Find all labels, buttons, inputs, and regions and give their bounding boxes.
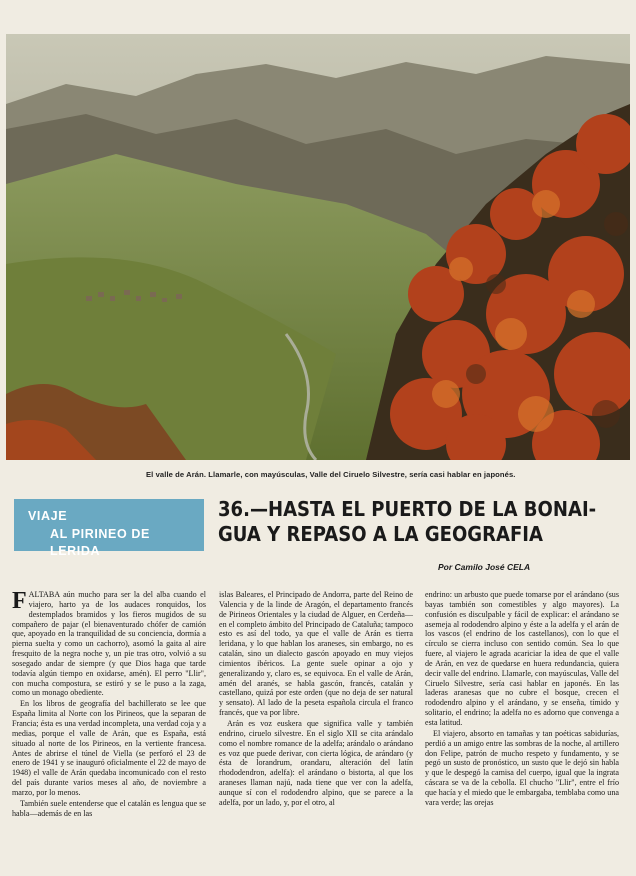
- paragraph: En los libros de geografía del bachillerato se lee que España limita al Norte con los Pirineos, que la separan de Francia; ésta es una verdad incompleta, una verdad coja y a medias, porque el valle de Arán, que es España, está situado al norte de los Pirineos, en la vertiente francesa. Antes de abrirse el túnel de Viella (se perforó el 23 de enero de 1941 y se inauguró oficialmente el 22 de mayo de 1948) el valle de Arán quedaba incomunicado con el resto del país durante varios meses al año, de noviembre a marzo, por lo menos.: [12, 699, 206, 797]
- paragraph: El viajero, absorto en tamañas y tan poéticas sabidurías, perdió a un amigo entre las sombras de la noche, al artillero don Felipe, patrón de mucho respeto y fundamento, y se pegó un susto de pronóstico, un susto que le dejó sin habla y que le despegó la camisa del cuerpo, igual que la ingrata cáscara se va de la cebolla. El chucho "Llir", entre el frío que hacía y el miedo que le embargaba, temblaba como una vara verde; las orejas: [425, 728, 619, 807]
- section-label-line1: VIAJE: [28, 509, 68, 523]
- text-column-1: [12, 590, 206, 874]
- paragraph: endrino: un arbusto que puede tomarse por el arándano (sus bayas también son comestibles y algo mayores). La confusión es disculpable y fácil de explicar: el arándano se asemeja al rododendro alpino y éste a la adelfa y el arán de los vascos (el endrino de los castellanos), con lo que el círculo se cierra incluso con sentido común. Sea lo que fuere, al viajero le agrada acariciar la idea de que el valle de Arán, en vez de quedarse en huera redundancia, quiera decir valle del endrino. Llamarle, con mayúsculas, Valle del Ciruelo Silvestre, sería casi hablar en japonés. En las laderas aranesas que no cubre el bosque, crecen el rododendro alpino y el arándano, y se enseña, tímido y solitario, el endrino; la adelfa no es adorno que convenga a esta latitud.: [425, 590, 619, 727]
- text-column-2: [219, 590, 413, 874]
- section-label-line2: AL PIRINEO DE LERIDA: [50, 527, 150, 558]
- paragraph: Arán es voz euskera que significa valle y también endrino, ciruelo silvestre. En el siglo XII se cita arándalo como el nombre romance de la adelfa; arándalo o arándano es voz que puede derivar, con cierta lógica, de arándaro (y ésta de lorandrum, orandaru, alteración del latín rhododendron, adelfa): el arándano o bistorta, al que los araneses llaman najú, nada tiene que ver con la adelfa, aunque sí con el rododendro alpino, que se parece a la adelfa, por un lado, y, por el otro, al: [219, 718, 413, 807]
- headline-line2: GUA Y REPASO A LA GEOGRAFIA: [218, 522, 543, 546]
- article-headline: [218, 497, 597, 547]
- paragraph: islas Baleares, el Principado de Andorra, parte del Reino de Valencia y de la linde de Aragón, el departamento francés de Pirineos Orientales y la ciudad de Alguer, en Cerdeña—en el completo ámbito del Principado de Cataluña; tampoco esto es así del todo, ya que el valle de Arán es tierra leridana, y lo que hablan los araneses, sin embargo, no es catalán, sino un dialecto gascón apoyado en muy viejos cimientos ibéricos. La gente suele opinar a ojo y generalizando y, claro es, se equivoca. En el valle de Arán, amén del aranés, se habla gascón, francés, catalán y castellano, quizá por este orden (que no deja de ser natural y sensato). Al lado de la peseta española circula el franco francés, que va por libre.: [219, 590, 413, 718]
- paragraph: [12, 590, 206, 698]
- headline-line1: 36.—HASTA EL PUERTO DE LA BONAI-: [218, 497, 597, 521]
- section-label-box: [14, 499, 204, 558]
- valley-photo: [6, 34, 630, 460]
- valley-landscape-image: [6, 34, 630, 460]
- drop-cap: F: [12, 590, 27, 614]
- paragraph: También suele entenderse que el catalán es lengua que se habla—además de en las: [12, 798, 206, 818]
- paragraph-text: ALTABA aún mucho para ser la del alba cuando el viajero, harto ya de los audaces ronquidos, los destemplados bramidos y los fieros mugidos de su compañero de pajar (el bienaventurado chófer de camión que, apoyado en la tranquilidad de su conciencia, dormía a pierna suelta y como un cachorro), asomó la gaita al aire fresquito de la negra noche y, un pie tras otro, volvió a su sosegado andar de siempre (y que Dios haga que tarde todavía algún tiempo en oxidarse, amén). El perro "Llir", con mucha compostura, se estiró y se le puso a la zaga, como un monago obediente.: [12, 590, 206, 698]
- text-column-3: [425, 590, 619, 874]
- byline: Por Camilo José CELA: [438, 562, 531, 572]
- photo-caption: El valle de Arán. Llamarle, con mayúsculas, Valle del Ciruelo Silvestre, sería casi hablar en japonés.: [146, 470, 516, 479]
